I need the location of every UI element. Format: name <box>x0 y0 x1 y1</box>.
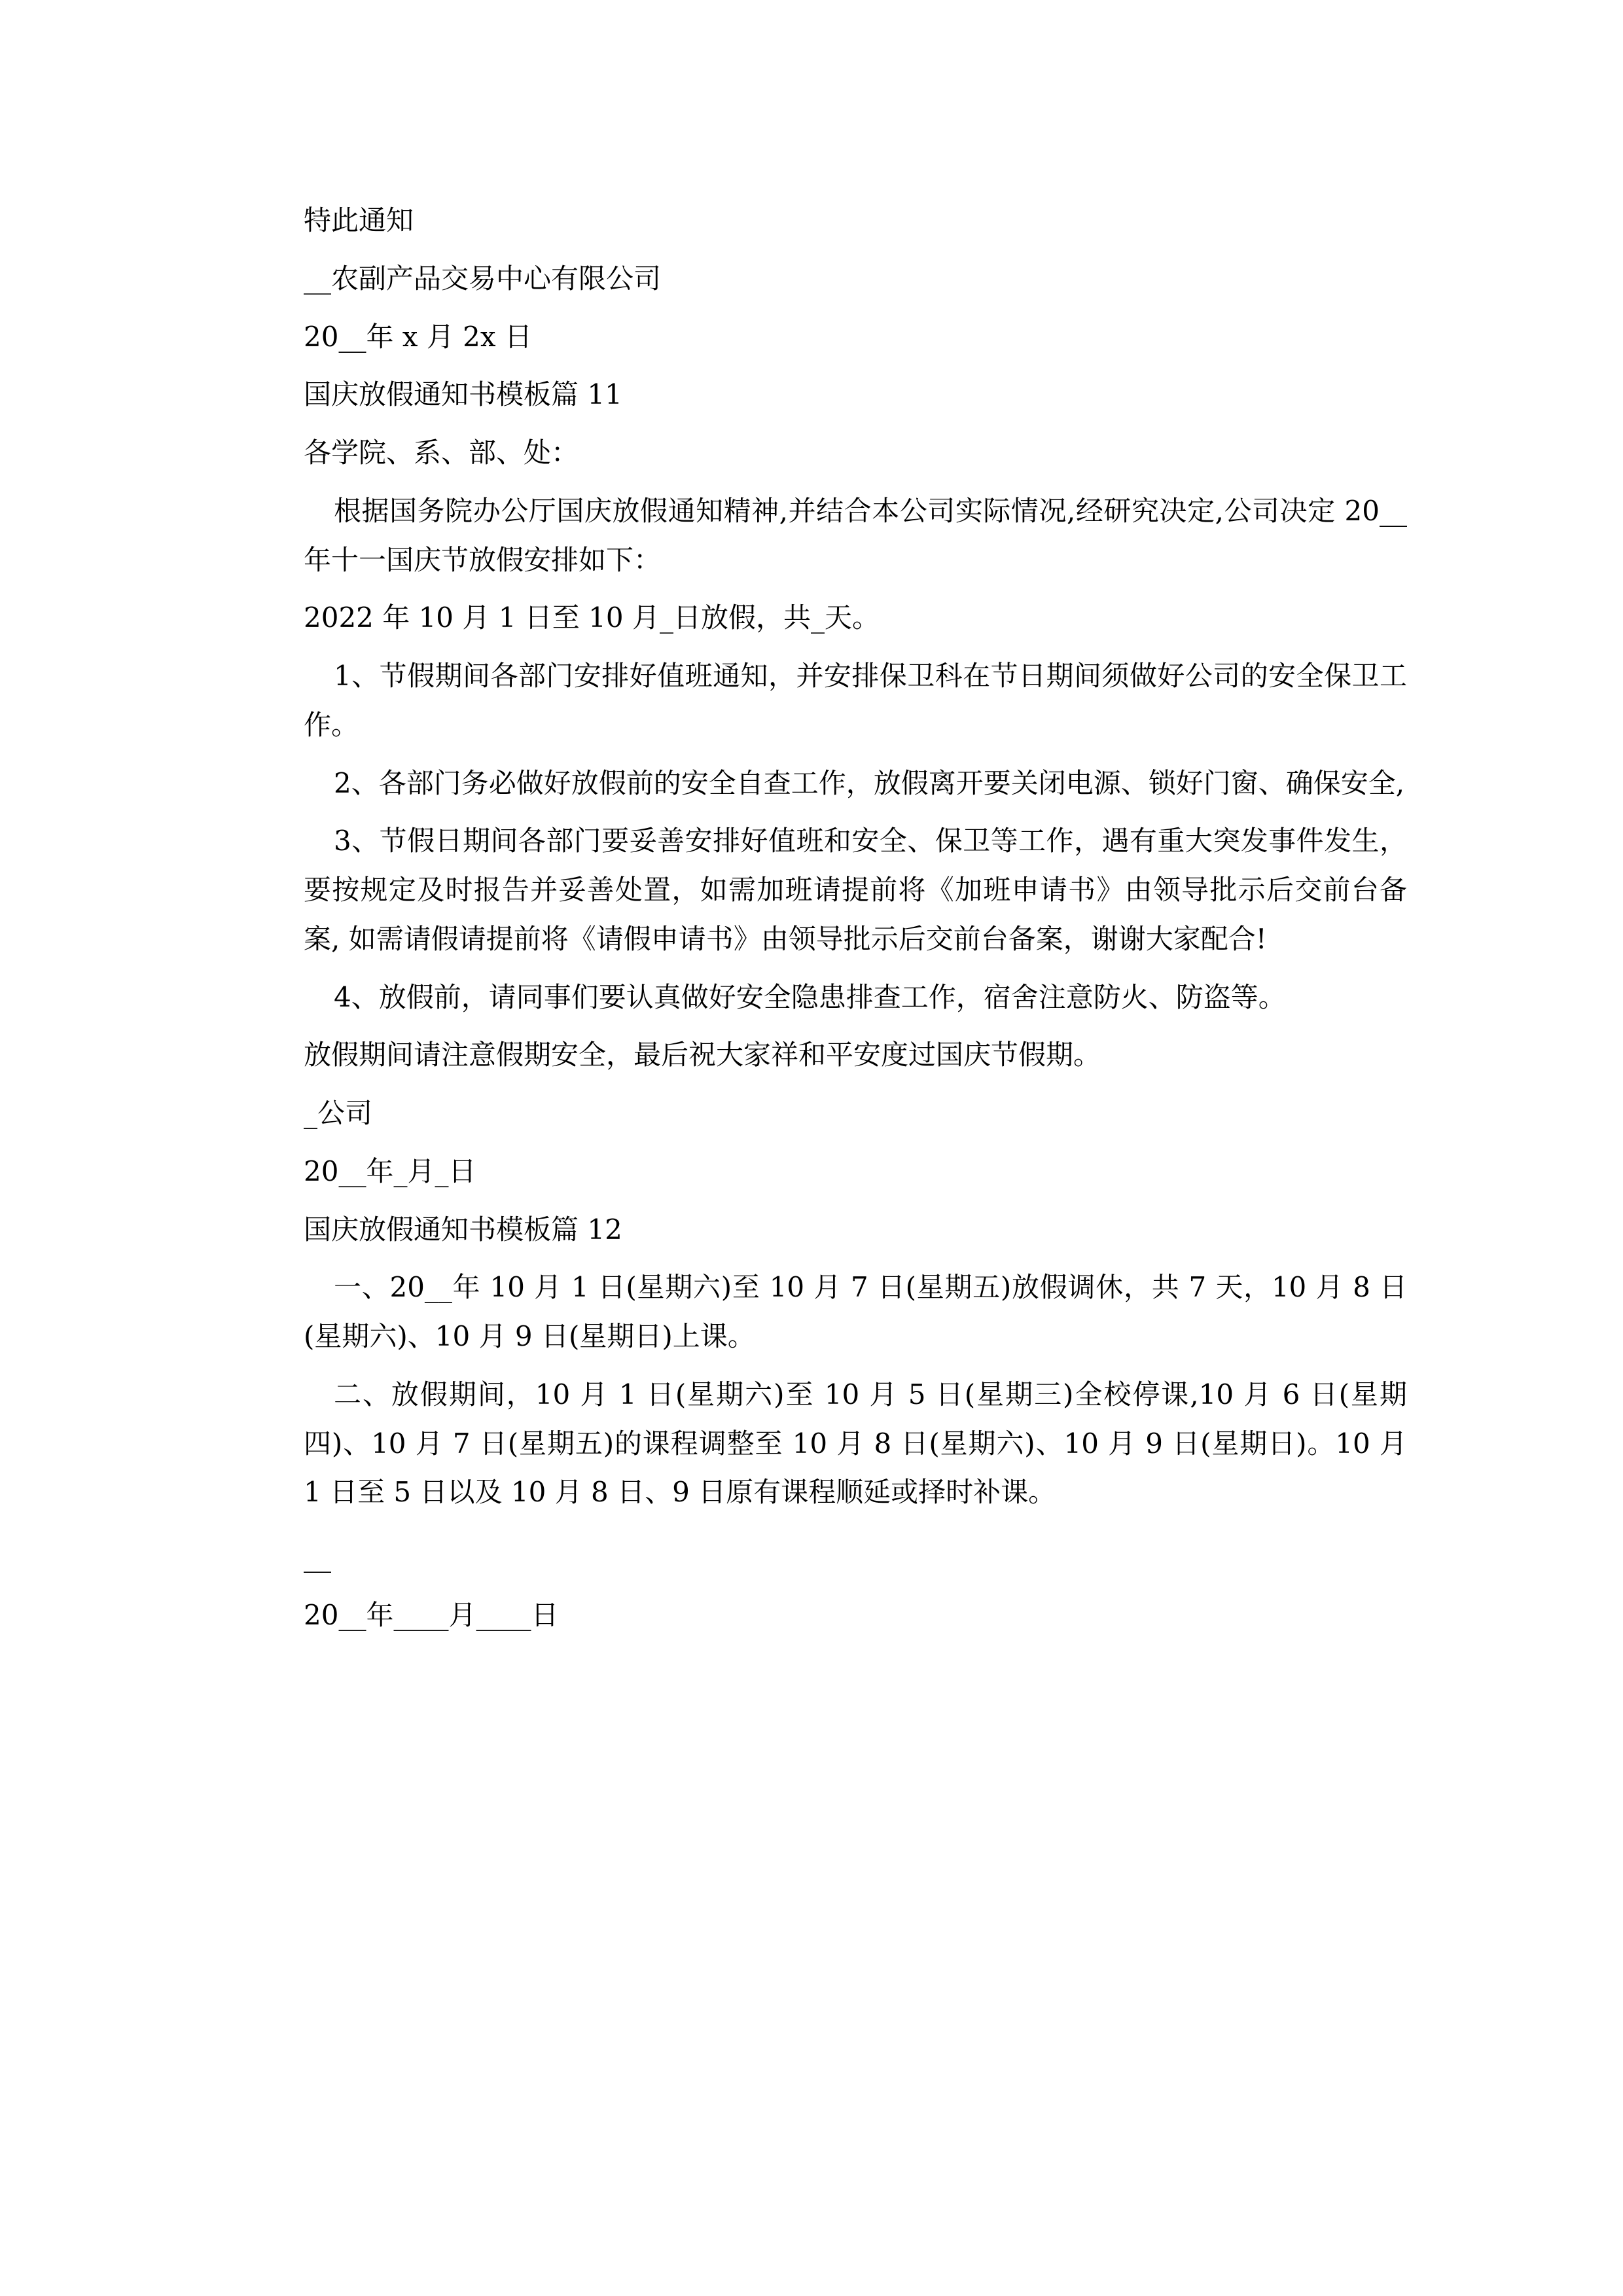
paragraph-item-2: 2、各部门务必做好放假前的安全自查工作，放假离开要关闭电源、锁好门窗、确保安全, <box>334 766 1405 799</box>
paragraph-date-line-1: 20__年 x 月 2x 日 <box>304 320 532 353</box>
paragraph-date-line-3: 20__年____月____日 <box>304 1598 559 1631</box>
paragraph-section-two: 二、放假期间，10 月 1 日(星期六)至 10 月 5 日(星期三)全校停课,10 月 6 日(星期四)、10 月 7 日(星期五)的课程调整至 10 月 8 日(星期六)、10 月 9 日(星期日)。10 月 1 日至 5 日以及 10 月 8 日、9 日原有课程顺延或择时补课。 <box>304 1378 1407 1509</box>
paragraph-date-line-2: 20__年_月_日 <box>304 1155 476 1187</box>
paragraph-company-name: __农副产品交易中心有限公司 <box>304 262 662 295</box>
paragraph-item-1: 1、节假期间各部门安排好值班通知，并安排保卫科在节日期间须做好公司的安全保卫工作。 <box>304 660 1407 741</box>
paragraph-section-one: 一、20__年 10 月 1 日(星期六)至 10 月 7 日(星期五)放假调休，共 7 天，10 月 8 日(星期六)、10 月 9 日(星期日)上课。 <box>304 1271 1407 1352</box>
paragraph-closing-wishes: 放假期间请注意假期安全，最后祝大家祥和平安度过国庆节假期。 <box>304 1039 1101 1071</box>
paragraph-signature-blank: __ <box>304 1541 331 1573</box>
paragraph-item-4: 4、放假前，请同事们要认真做好安全隐患排查工作，宿舍注意防火、防盗等。 <box>334 980 1286 1013</box>
paragraph-holiday-dates: 2022 年 10 月 1 日至 10 月_日放假，共_天。 <box>304 601 880 634</box>
spacer <box>294 1526 1407 1533</box>
paragraph-special-notice: 特此通知 <box>304 204 414 236</box>
paragraph-salutation: 各学院、系、部、处： <box>304 437 579 469</box>
paragraph-basis-statement: 根据国务院办公厅国庆放假通知精神,并结合本公司实际情况,经研究决定,公司决定 20__年十一国庆节放假安排如下： <box>304 494 1407 576</box>
paragraph-heading-template-11: 国庆放假通知书模板篇 11 <box>304 378 622 411</box>
paragraph-item-3: 3、节假日期间各部门要妥善安排好值班和安全、保卫等工作，遇有重大突发事件发生，要按规定及时报告并妥善处置，如需加班请提前将《加班申请书》由领导批示后交前台备案, 如需请假请提前将《请假申请书》由领导批示后交前台备案，谢谢大家配合! <box>304 825 1407 955</box>
paragraph-heading-template-12: 国庆放假通知书模板篇 12 <box>304 1213 622 1246</box>
document-body <box>294 196 1407 1640</box>
paragraph-signature-company: _公司 <box>304 1097 373 1129</box>
